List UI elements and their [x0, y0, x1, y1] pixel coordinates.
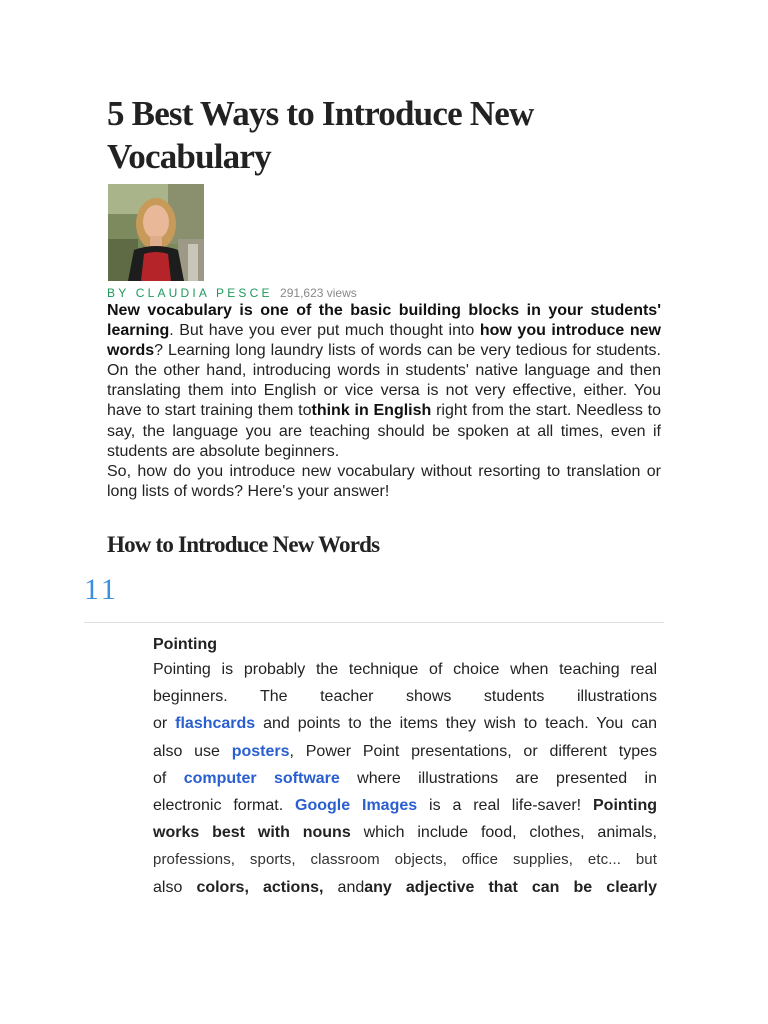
- body-line: or flashcards and points to the items they wish to teach. You can: [153, 715, 658, 733]
- article-title: [107, 92, 667, 178]
- images-link[interactable]: Images: [362, 797, 418, 815]
- computer-link[interactable]: computer: [183, 769, 257, 787]
- intro-paragraph-1: New vocabulary is one of the basic building blocks in your students' learning. But have you ever put much thought into how you introduce new words? Learning long laundry lists of words can be very tedious for students. On the other hand, introducing words in students' native language and then translating them into English or vice versa is not very effective, either. You have to start training them tothink in English right from the start. Needless to say, the language you are teaching should be spoken at all times, even if students are absolute beginners.: [107, 302, 662, 460]
- author-name[interactable]: BY CLAUDIA PESCE: [107, 286, 273, 300]
- view-count: 291,623 views: [280, 286, 357, 300]
- divider: [84, 622, 664, 623]
- technique-body: [153, 656, 657, 901]
- intro-text: [107, 301, 661, 502]
- intro-paragraph-2: So, how do you introduce new vocabulary without resorting to translation or long lists of words? Here's your answer!: [107, 462, 661, 500]
- technique-section: [153, 634, 657, 901]
- title-line-1: 5 Best Ways to Introduce New: [107, 94, 534, 133]
- flashcards-link[interactable]: flashcards: [175, 715, 256, 733]
- body-line: also colors, actions, andany adjective that can be clearly: [153, 878, 657, 896]
- google-link[interactable]: Google: [295, 797, 351, 815]
- author-photo-image: [108, 184, 204, 281]
- body-line: works best with nouns which include food, clothes, animals,: [153, 824, 657, 842]
- title-line-2: Vocabulary: [107, 137, 271, 176]
- byline: [107, 285, 357, 301]
- body-line: professions, sports, classroom objects, office supplies, etc... but: [153, 851, 657, 869]
- software-link[interactable]: software: [274, 769, 340, 787]
- body-line: electronic format. Google Images is a real life-saver! Pointing: [153, 797, 657, 815]
- posters-link[interactable]: posters: [231, 742, 290, 760]
- body-line: beginners. The teacher shows students illustrations: [153, 688, 657, 706]
- body-line: of computer software where illustrations are presented in: [153, 769, 657, 787]
- author-photo: [108, 184, 204, 281]
- item-number: 11: [84, 573, 119, 606]
- body-line: also use posters, Power Point presentations, or different types: [153, 742, 657, 760]
- section-subheading: How to Introduce New Words: [107, 532, 380, 557]
- body-line: Pointing is probably the technique of choice when teaching real: [153, 661, 657, 678]
- technique-heading: Pointing: [153, 636, 217, 653]
